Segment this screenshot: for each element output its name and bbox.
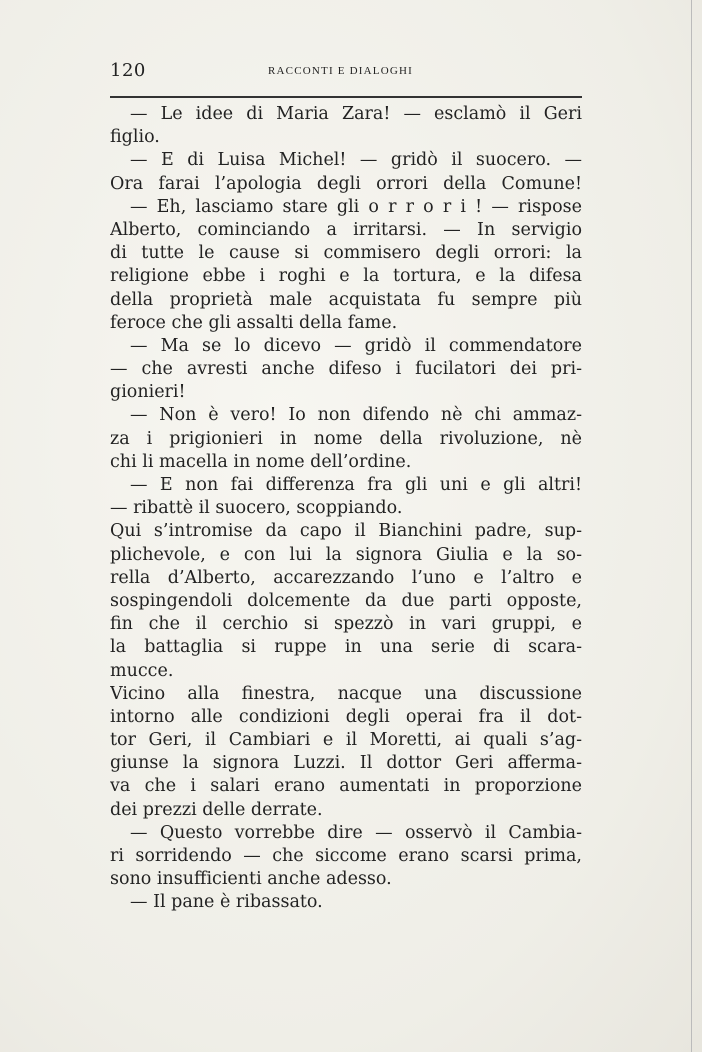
text-line: — Eh, lasciamo stare gli o r r o r i ! — rispose: [130, 196, 582, 217]
page-number: 120: [110, 60, 146, 81]
text-line: la battaglia si ruppe in una serie di scara-: [110, 637, 582, 658]
text-line: — Il pane è ribassato.: [130, 892, 323, 913]
text-line: — E non fai differenza fra gli uni e gli altri!: [130, 475, 582, 495]
text-line: fin che il cerchio si spezzò in vari gruppi, e: [110, 614, 582, 635]
text-line: — Ma se lo dicevo — gridò il commendatore: [130, 335, 582, 356]
text-line: gionieri!: [110, 382, 186, 403]
text-line: di tutte le cause si commisero degli orrori: la: [110, 243, 582, 264]
text-line: sospingendoli dolcemente da due parti opposte,: [110, 590, 582, 611]
text-line: rella d’Alberto, accarezzando l’uno e l’altro e: [110, 567, 582, 588]
header-rule: [110, 96, 582, 98]
text-line: — E di Luisa Michel! — gridò il suocero. —: [130, 150, 582, 171]
text-line: intorno alle condizioni degli operai fra il dot-: [110, 706, 582, 727]
body-text: [110, 103, 582, 915]
text-line: za i prigionieri in nome della rivoluzione, nè: [110, 428, 582, 449]
text-line: giunse la signora Luzzi. Il dottor Geri afferma-: [110, 753, 582, 774]
text-line: religione ebbe i roghi e la tortura, e la difesa: [110, 266, 582, 287]
text-line: ri sorridendo — che siccome erano scarsi prima,: [110, 846, 582, 866]
text-line: dei prezzi delle derrate.: [110, 799, 323, 820]
text-line: Alberto, cominciando a irritarsi. — In servigio: [110, 219, 582, 240]
text-line: — che avresti anche difeso i fucilatori dei pri-: [110, 359, 582, 380]
text-line: tor Geri, il Cambiari e il Moretti, ai quali s’ag-: [110, 730, 582, 751]
text-line: — ribattè il suocero, scoppiando.: [110, 498, 403, 519]
text-line: va che i salari erano aumentati in proporzione: [110, 776, 582, 797]
text-line: Qui s’intromise da capo il Bianchini padre, sup-: [110, 521, 582, 542]
text-line: — Questo vorrebbe dire — osservò il Cambia-: [130, 822, 582, 843]
text-line: della proprietà male acquistata fu sempre più: [110, 289, 582, 310]
text-line: figlio.: [110, 127, 160, 148]
text-line: — Le idee di Maria Zara! — esclamò il Geri: [130, 104, 582, 124]
text-line: sono insufficienti anche adesso.: [110, 869, 392, 890]
text-line: Ora farai l’apologia degli orrori della Comune!: [110, 173, 582, 194]
running-title: RACCONTI E DIALOGHI: [268, 65, 414, 77]
text-line: chi li macella in nome dell’ordine.: [110, 451, 412, 472]
text-line: mucce.: [110, 660, 174, 681]
text-line: Vicino alla finestra, nacque una discussione: [110, 683, 582, 704]
page-edge: [691, 0, 692, 1052]
text-line: plichevole, e con lui la signora Giulia e la so-: [110, 544, 582, 565]
text-line: — Non è vero! Io non difendo nè chi ammaz-: [130, 405, 582, 426]
page-header: [110, 60, 582, 84]
text-line: feroce che gli assalti della fame.: [110, 312, 398, 333]
